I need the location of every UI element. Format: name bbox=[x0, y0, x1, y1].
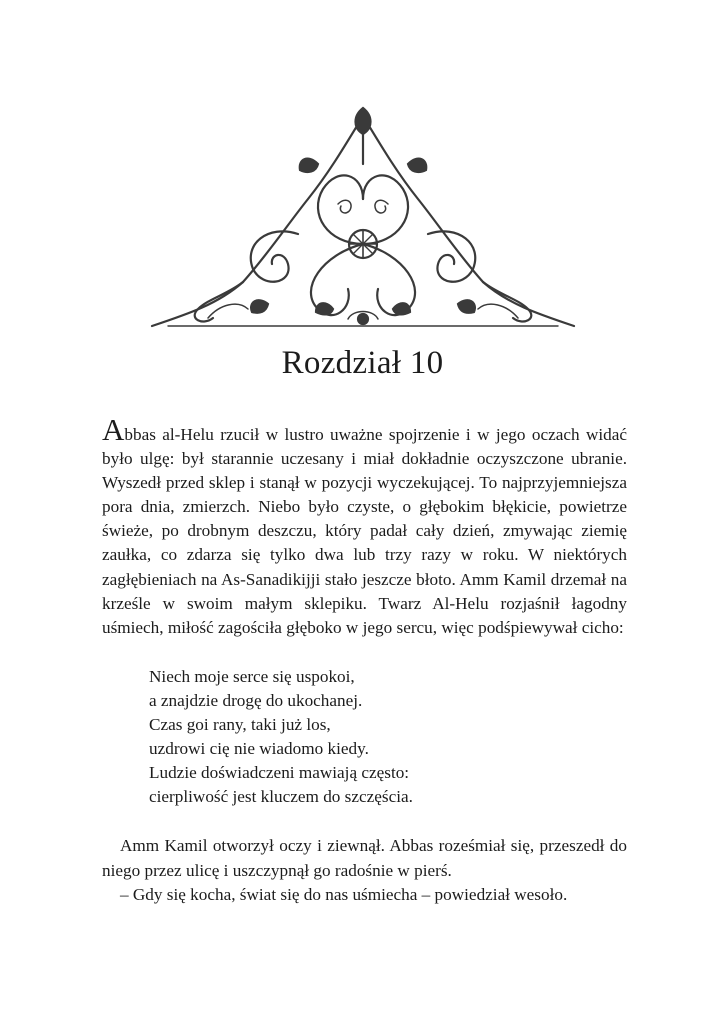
first-paragraph bbox=[102, 412, 627, 640]
poem-line: uzdrowi cię nie wiadomo kiedy. bbox=[149, 739, 369, 759]
drop-cap: A bbox=[102, 412, 125, 447]
arabesque-ornament-icon bbox=[148, 104, 578, 332]
poem-line: cierpliwość jest kluczem do szczęścia. bbox=[149, 787, 413, 807]
dialogue-line: – Gdy się kocha, świat się do nas uśmiecha – powiedział wesoło. bbox=[120, 884, 568, 904]
poem bbox=[149, 665, 627, 810]
poem-line: Niech moje serce się uspokoi, bbox=[149, 666, 355, 686]
poem-line: Czas goi rany, taki już los, bbox=[149, 715, 331, 735]
second-paragraph: Amm Kamil otworzył oczy i ziewnął. Abbas roześmiał się, przeszedł do niego przez ulicę i uszczypnął go radośnie w pierś. bbox=[102, 836, 627, 880]
chapter-title: Rozdział 10 bbox=[281, 345, 444, 381]
poem-line: Ludzie doświadczeni mawiają często: bbox=[149, 763, 410, 783]
poem-line: a znajdzie drogę do ukochanej. bbox=[149, 690, 363, 710]
chapter-body bbox=[102, 412, 627, 907]
first-paragraph-text: bbas al-Helu rzucił w lustro uważne spojrzenie i w jego oczach widać było ulgę: był starannie uczesany i miał dokładnie oczyszczone ubranie. Wyszedł przed sklep i stanął w pozycji wyczekującej. To najprzyjemniejsza pora dnia, zmierzch. Niebo było czyste, o głębokim błękicie, powietrze świeże, po drobnym deszczu, który padał cały dzień, zmywając ziemię zaułka, co zdarza się tylko dwa lub trzy razy w roku. W niektórych zagłębieniach na As-Sanadikijji stało jeszcze błoto. Amm Kamil drzemał na krześle w swoim małym sklepiku. Twarz Al-Helu rozjaśnił łagodny uśmiech, miłość zagościła głęboko w jego sercu, więc podśpiewywał cicho: bbox=[102, 425, 627, 637]
